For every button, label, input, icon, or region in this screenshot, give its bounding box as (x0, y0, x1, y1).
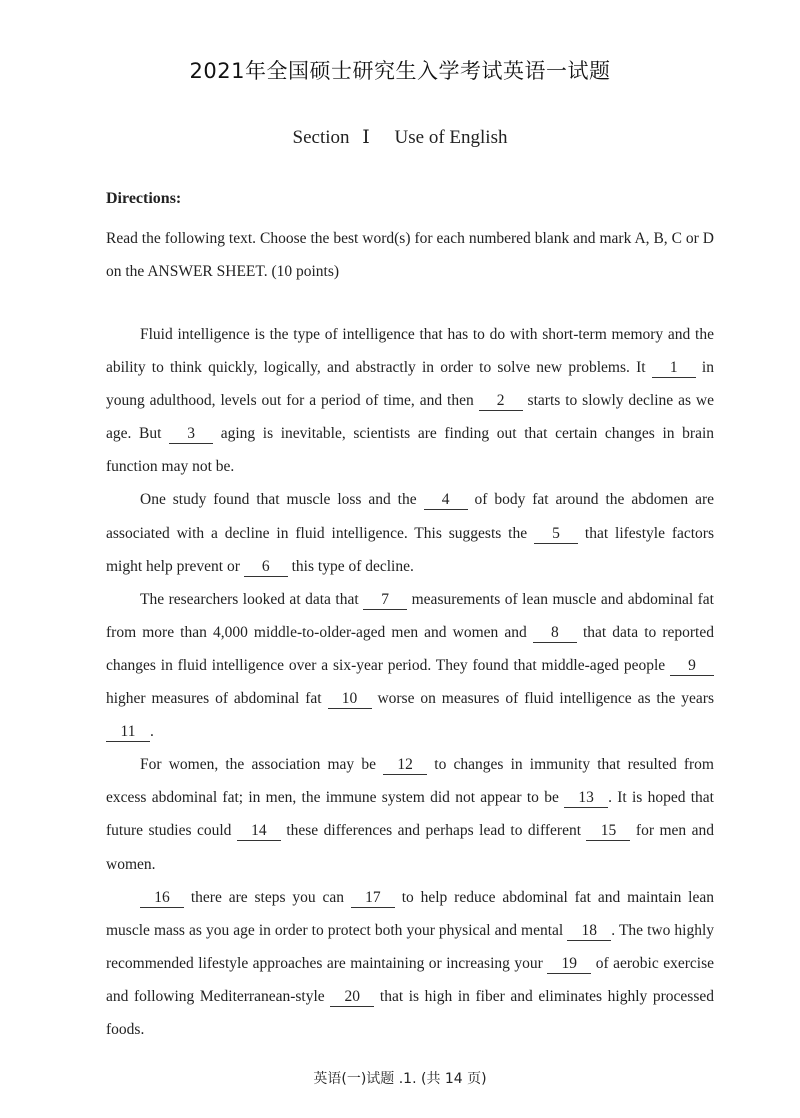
blank-16: 16 (140, 889, 184, 908)
text-run: One study found that muscle loss and the (140, 491, 424, 509)
directions-label: Directions: (106, 190, 182, 207)
blank-11: 11 (106, 723, 150, 742)
text-run: The researchers looked at data that (140, 590, 364, 608)
text-run: starts to slowly decline as we age. But (106, 392, 714, 443)
text-run: that is high in fiber and eliminates highly processed foods. (106, 987, 714, 1038)
text-run: to changes in immunity that resulted from excess abdominal fat; in men, the immune system did not appear to be (106, 756, 714, 807)
passage (106, 318, 714, 1046)
blank-15: 15 (586, 822, 630, 841)
blank-6: 6 (244, 558, 288, 577)
paragraph-4 (106, 748, 714, 880)
blank-5: 5 (534, 525, 578, 544)
text-run: for men and women. (106, 822, 714, 873)
text-run: For women, the association may be (140, 756, 384, 774)
blank-1: 1 (652, 359, 696, 378)
text-run: of aerobic exercise and following Mediterranean-style (106, 954, 714, 1005)
blank-20: 20 (330, 988, 374, 1007)
text-run: Fluid intelligence is the type of intelligence that has to do with short-term memory and the ability to think quickly, logically, and abstractly in order to solve new problems. It (106, 326, 714, 377)
paragraph-1 (106, 318, 714, 483)
section-name: Use of English (394, 127, 508, 148)
blank-9: 9 (670, 657, 714, 676)
text-run: this type of decline. (287, 557, 414, 575)
blank-19: 19 (547, 955, 591, 974)
exam-title: 2021年全国硕士研究生入学考试英语一试题 (189, 59, 611, 83)
blank-17: 17 (351, 889, 395, 908)
text-run: in young adulthood, levels out for a period of time, and then (106, 359, 714, 410)
page-footer: 英语(一)试题 .1. (共 14 页) (313, 1071, 487, 1087)
blank-12: 12 (383, 756, 427, 775)
blank-18: 18 (567, 922, 611, 941)
text-run: higher measures of abdominal fat (106, 690, 328, 708)
text-run: that lifestyle factors might help prevent or (106, 524, 714, 575)
text-run: that data to reported changes in fluid intelligence over a six-year period. They found that middle-aged people (106, 623, 714, 674)
text-run: worse on measures of fluid intelligence as the years (371, 690, 714, 708)
blank-14: 14 (237, 822, 281, 841)
section-heading (0, 126, 800, 149)
text-run: . It is hoped that future studies could (106, 789, 714, 840)
section-number: Ⅰ (362, 126, 370, 148)
blank-8: 8 (533, 624, 577, 643)
text-run: . (150, 723, 154, 741)
paragraph-3 (106, 583, 714, 748)
text-run: . The two highly recommended lifestyle approaches are maintaining or increasing your (106, 921, 714, 972)
paragraph-5 (106, 881, 714, 1046)
blank-10: 10 (328, 690, 372, 709)
text-run: measurements of lean muscle and abdominal fat from more than 4,000 middle-to-older-aged men and women and (106, 590, 714, 641)
text-run: aging is inevitable, scientists are finding out that certain changes in brain function may not be. (106, 425, 715, 476)
blank-7: 7 (363, 591, 407, 610)
blank-3: 3 (169, 425, 213, 444)
text-run: there are steps you can (184, 888, 351, 906)
text-run: these differences and perhaps lead to different (280, 822, 587, 840)
blank-13: 13 (564, 789, 608, 808)
section-label: Section (292, 127, 350, 148)
directions-text: Read the following text. Choose the best word(s) for each numbered blank and mark A, B, C or D on the ANSWER SHEET. (10 points) (106, 230, 714, 280)
text-run: to help reduce abdominal fat and maintain lean muscle mass as you age in order to protect both your physical and mental (106, 888, 714, 939)
text-run: of body fat around the abdomen are associated with a decline in fluid intelligence. This suggests the (106, 491, 715, 542)
blank-4: 4 (424, 491, 468, 510)
paragraph-2 (106, 483, 714, 582)
blank-2: 2 (479, 392, 523, 411)
